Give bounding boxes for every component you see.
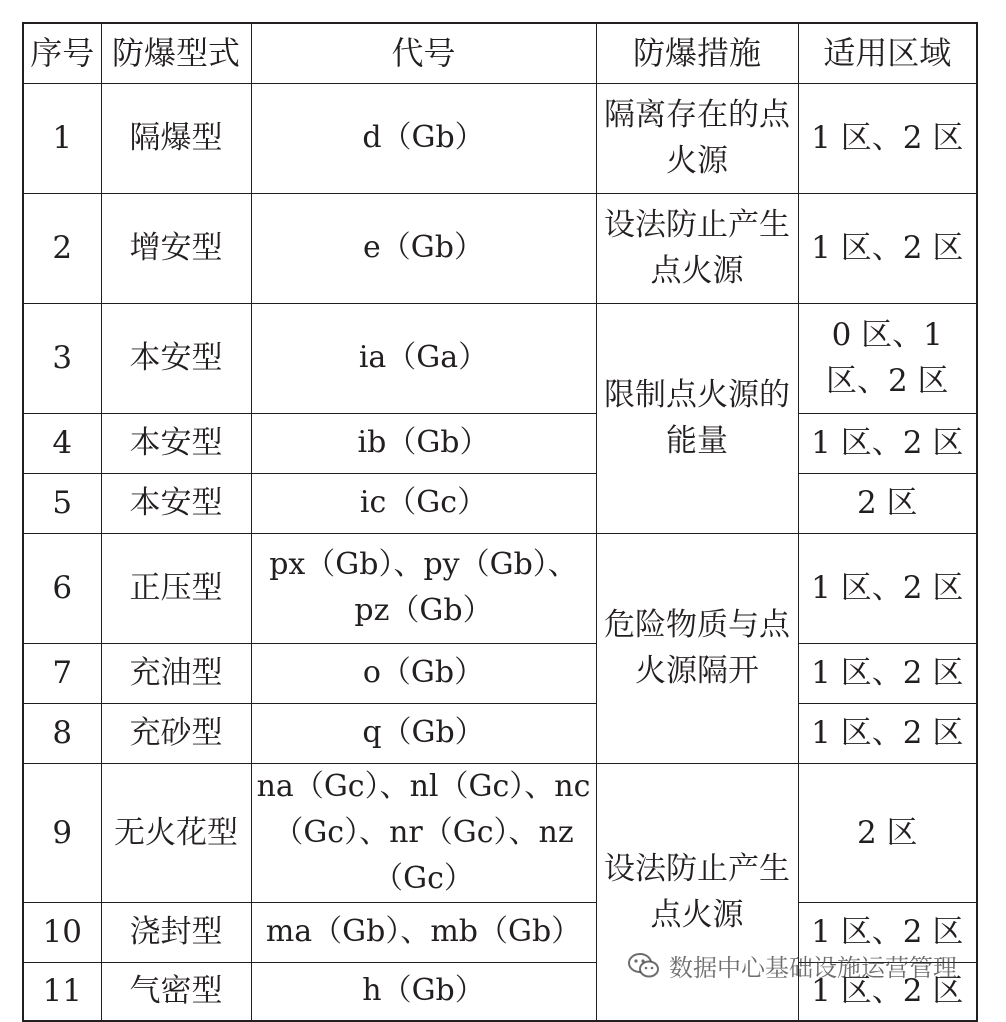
row-type: 充砂型 bbox=[101, 703, 251, 763]
row-type: 本安型 bbox=[101, 413, 251, 473]
row-code: o（Gb） bbox=[251, 643, 596, 703]
row-measure: 危险物质与点火源隔开 bbox=[596, 533, 798, 763]
row-zone: 2 区 bbox=[798, 473, 977, 533]
table-row bbox=[23, 902, 977, 962]
row-no: 11 bbox=[23, 962, 101, 1021]
row-zone: 1 区、2 区 bbox=[798, 962, 977, 1021]
row-no: 9 bbox=[23, 763, 101, 902]
watermark-text: 数据中心基础设施运营管理 bbox=[669, 954, 957, 982]
row-code: px（Gb）、py（Gb）、pz（Gb） bbox=[251, 533, 596, 643]
table-row bbox=[23, 83, 977, 193]
row-no: 3 bbox=[23, 303, 101, 413]
row-no: 2 bbox=[23, 193, 101, 303]
row-measure: 设法防止产生点火源 bbox=[596, 763, 798, 1021]
row-no: 4 bbox=[23, 413, 101, 473]
row-zone: 1 区、2 区 bbox=[798, 83, 977, 193]
row-measure: 隔离存在的点火源 bbox=[596, 83, 798, 193]
table-row bbox=[23, 962, 977, 1021]
header-seq: 序号 bbox=[23, 23, 101, 83]
row-type: 充油型 bbox=[101, 643, 251, 703]
row-no: 7 bbox=[23, 643, 101, 703]
table-row bbox=[23, 413, 977, 473]
header-measure: 防爆措施 bbox=[596, 23, 798, 83]
row-zone: 0 区、1 区、2 区 bbox=[798, 303, 977, 413]
row-code: ib（Gb） bbox=[251, 413, 596, 473]
row-zone: 1 区、2 区 bbox=[798, 533, 977, 643]
row-code: ia（Ga） bbox=[251, 303, 596, 413]
header-type: 防爆型式 bbox=[101, 23, 251, 83]
row-measure: 设法防止产生点火源 bbox=[596, 193, 798, 303]
row-type: 隔爆型 bbox=[101, 83, 251, 193]
table-row bbox=[23, 703, 977, 763]
row-type: 气密型 bbox=[101, 962, 251, 1021]
row-code: d（Gb） bbox=[251, 83, 596, 193]
row-zone: 1 区、2 区 bbox=[798, 193, 977, 303]
row-type: 增安型 bbox=[101, 193, 251, 303]
row-no: 8 bbox=[23, 703, 101, 763]
table-row bbox=[23, 193, 977, 303]
row-type: 浇封型 bbox=[101, 902, 251, 962]
row-code: q（Gb） bbox=[251, 703, 596, 763]
header-zone: 适用区域 bbox=[798, 23, 977, 83]
row-type: 本安型 bbox=[101, 303, 251, 413]
row-zone: 1 区、2 区 bbox=[798, 643, 977, 703]
row-type: 本安型 bbox=[101, 473, 251, 533]
row-code: h（Gb） bbox=[251, 962, 596, 1021]
row-measure: 限制点火源的能量 bbox=[596, 303, 798, 533]
row-code: e（Gb） bbox=[251, 193, 596, 303]
row-zone: 2 区 bbox=[798, 763, 977, 902]
row-code: ic（Gc） bbox=[251, 473, 596, 533]
row-type: 正压型 bbox=[101, 533, 251, 643]
table-row bbox=[23, 303, 977, 413]
header-code: 代号 bbox=[251, 23, 596, 83]
row-no: 5 bbox=[23, 473, 101, 533]
row-no: 6 bbox=[23, 533, 101, 643]
table-row bbox=[23, 643, 977, 703]
row-type: 无火花型 bbox=[101, 763, 251, 902]
table-row bbox=[23, 763, 977, 902]
row-code: ma（Gb）、mb（Gb） bbox=[251, 902, 596, 962]
table-row bbox=[23, 473, 977, 533]
table-header-row bbox=[23, 23, 977, 83]
row-zone: 1 区、2 区 bbox=[798, 703, 977, 763]
row-zone: 1 区、2 区 bbox=[798, 902, 977, 962]
row-code: na（Gc）、nl（Gc）、nc（Gc）、nr（Gc）、nz（Gc） bbox=[251, 763, 596, 902]
row-no: 1 bbox=[23, 83, 101, 193]
explosion-proof-table bbox=[22, 22, 978, 1022]
row-zone: 1 区、2 区 bbox=[798, 413, 977, 473]
table-row bbox=[23, 533, 977, 643]
row-no: 10 bbox=[23, 902, 101, 962]
